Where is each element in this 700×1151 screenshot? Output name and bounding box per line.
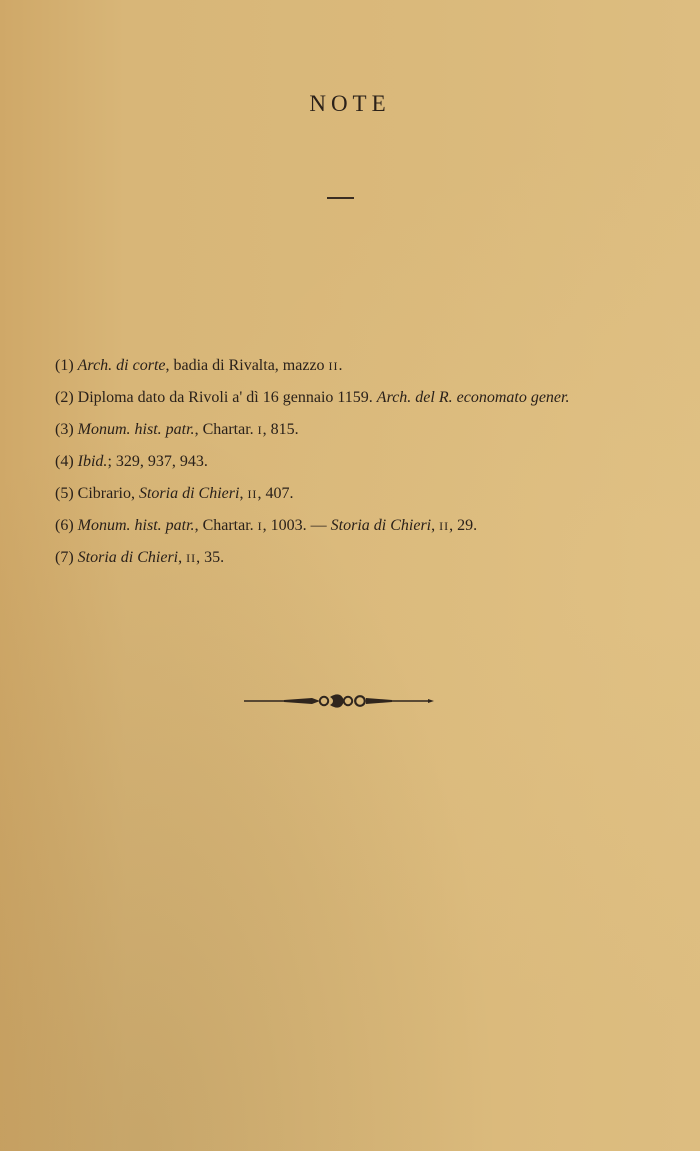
- footnote-text: , Chartar.: [194, 517, 258, 534]
- footnote-citation: Arch. di corte: [77, 357, 166, 374]
- footnote: [34, 452, 638, 472]
- page-title: NOTE: [309, 91, 391, 116]
- footnote: [34, 420, 638, 440]
- footnote: [34, 356, 638, 376]
- tailpiece-flourish-icon: [244, 693, 434, 709]
- footnote-number: (6): [55, 517, 74, 534]
- footnote-volume-numeral: II: [328, 359, 339, 373]
- footnote-citation: Monum. hist. patr.: [77, 517, 195, 534]
- footnote-text: ,: [431, 517, 440, 534]
- footnote-citation: Storia di Chieri: [77, 549, 179, 566]
- footnote-citation: Arch. del R. economato gener.: [376, 389, 570, 406]
- footnote-volume-numeral: I: [257, 519, 263, 533]
- footnote-text: , 29.: [449, 517, 478, 534]
- footnote-citation: Storia di Chieri: [330, 517, 432, 534]
- footnote-number: (3): [55, 421, 74, 438]
- footnote-text: , badia di Rivalta, mazzo: [165, 357, 329, 374]
- title-divider: [327, 197, 354, 199]
- footnote-citation: Monum. hist. patr.: [77, 421, 195, 438]
- footnote-text: , 407.: [257, 485, 294, 502]
- footnote: [34, 516, 638, 536]
- footnote-number: (2): [55, 389, 74, 406]
- footnote: [34, 388, 638, 408]
- footnote-text: ,: [239, 485, 248, 502]
- footnote-citation: Ibid.: [77, 453, 108, 470]
- footnote-volume-numeral: I: [257, 423, 263, 437]
- footnote-volume-numeral: II: [247, 487, 258, 501]
- footnote-list: [34, 356, 638, 580]
- footnote-number: (1): [55, 357, 74, 374]
- footnote-text: Cibrario,: [77, 485, 139, 502]
- footnote: [34, 548, 638, 568]
- footnote-text: ; 329, 937, 943.: [107, 453, 208, 470]
- footnote-text: , 35.: [196, 549, 225, 566]
- footnote-number: (5): [55, 485, 74, 502]
- footnote: [34, 484, 638, 504]
- footnote-text: , 1003. —: [262, 517, 331, 534]
- footnote-text: ,: [178, 549, 187, 566]
- footnote-volume-numeral: II: [439, 519, 450, 533]
- footnote-number: (4): [55, 453, 74, 470]
- footnote-citation: Storia di Chieri: [138, 485, 240, 502]
- footnote-number: (7): [55, 549, 74, 566]
- footnote-text: , Chartar.: [194, 421, 258, 438]
- footnote-volume-numeral: II: [186, 551, 197, 565]
- footnote-text: Diploma dato da Rivoli a' dì 16 gennaio 1159.: [77, 389, 377, 406]
- footnote-text: , 815.: [262, 421, 299, 438]
- footnote-text: .: [338, 357, 343, 374]
